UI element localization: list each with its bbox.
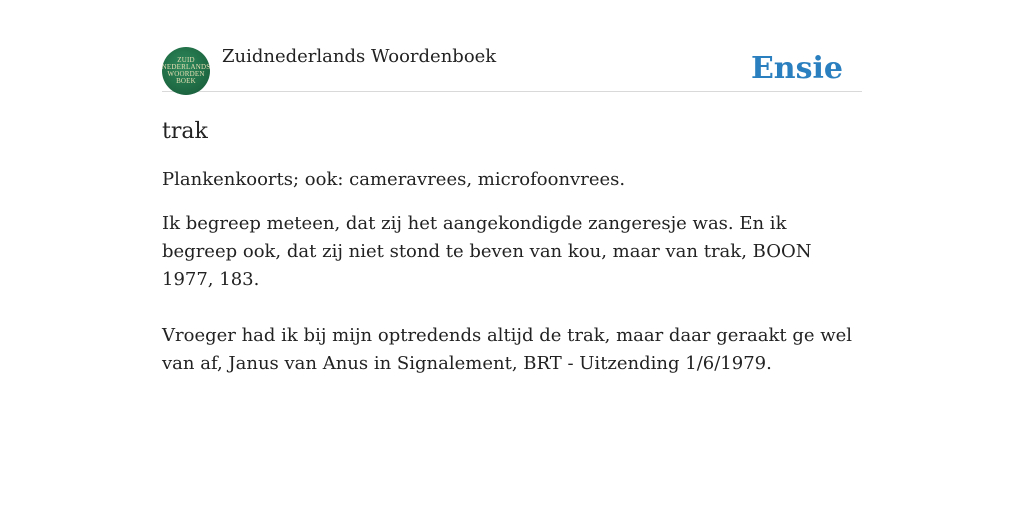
- entry-example: Vroeger had ik bij mijn optredends altijd de trak, maar daar geraakt ge wel van af, Janus van Anus in Signalement, BRT - Uitzending 1/6/1979.: [162, 325, 853, 374]
- ensie-brand-link[interactable]: Ensie: [750, 51, 843, 86]
- entry-definition: Plankenkoorts; ook: cameravrees, microfoonvrees.: [162, 169, 626, 190]
- site-logo[interactable]: [162, 47, 210, 95]
- entry-example: Ik begreep meteen, dat zij het aangekondigde zangeresje was. En ik begreep ook, dat zij niet stond te beven van kou, maar van trak, BOON 1977, 183.: [162, 213, 812, 290]
- site-title-link[interactable]: Zuidnederlands Woordenboek: [222, 46, 497, 67]
- logo-text-line: NEDERLANDS: [162, 63, 210, 71]
- page-container: [162, 44, 862, 378]
- logo-text-line: WOORDEN: [167, 70, 205, 78]
- entry-headword: trak: [162, 119, 208, 144]
- logo-text-line: BOEK: [176, 77, 196, 85]
- logo-text-line: ZUID: [177, 56, 195, 64]
- site-header: [162, 44, 862, 92]
